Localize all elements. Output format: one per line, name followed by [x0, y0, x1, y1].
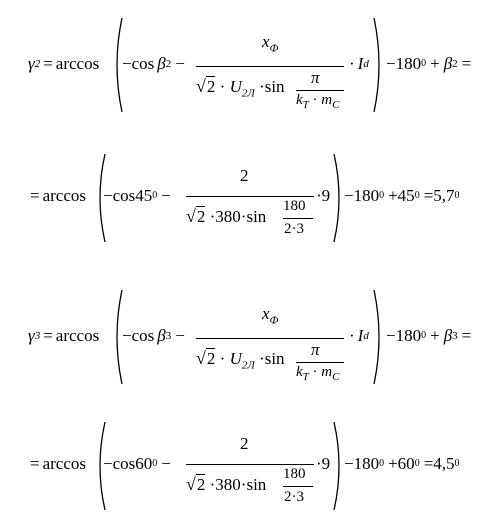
eq3-cos-term: −cos β 3 − — [122, 326, 185, 345]
eq2-num: 2 — [240, 166, 249, 185]
eq4-tail-180: −180 — [344, 454, 380, 473]
eq2-arccos: arccos — [42, 186, 87, 205]
eq4-dot9-val: ·9 — [316, 454, 331, 473]
eq3-arccos: arccos — [55, 326, 100, 345]
eq1-right-paren — [372, 16, 386, 114]
eq4-minus: − — [161, 454, 171, 473]
eq1-dot-I: · — [349, 54, 355, 73]
eq2-sqrt-icon: √ — [186, 206, 196, 226]
eq3-tail: −180 0 + β 3 = — [386, 326, 472, 345]
eq3-current: · I d — [349, 326, 369, 345]
eq4-arccos: arccos — [42, 454, 87, 473]
eq1-num-x: x — [262, 32, 270, 51]
eq1-kT: k — [296, 92, 303, 108]
eq2-inner-den — [284, 221, 304, 238]
eq2-tail: −180 0 +45 0 =5,7 0 — [344, 186, 460, 205]
eq4-equals: = — [30, 454, 40, 473]
eq1-U-sub: 2Л — [241, 87, 255, 100]
eq4-denominator — [186, 474, 266, 495]
equation-gamma2-numeric — [0, 142, 495, 252]
eq1-current: · I d — [349, 54, 369, 73]
eq3-dot-I: · — [349, 326, 355, 345]
eq2-minus: − — [161, 186, 171, 205]
eq1-I: I — [357, 54, 364, 73]
eq3-tail-eq: = — [461, 326, 472, 345]
eq4-inner-2x3: 2·3 — [284, 489, 304, 505]
eq1-tail-180: −180 — [386, 54, 422, 73]
equation-gamma3-numeric — [0, 410, 495, 520]
eq3-pi: π — [311, 340, 320, 359]
eq3-equals: = — [43, 326, 53, 345]
eq3-I: I — [357, 326, 364, 345]
eq3-plus: + — [430, 326, 440, 345]
eq1-plus: + — [430, 54, 440, 73]
eq1-U: U — [229, 77, 242, 96]
eq3-sin: ·sin — [259, 349, 285, 368]
eq2-inner-bar — [283, 218, 313, 219]
eq4-den-rest: ·380·sin — [209, 475, 267, 494]
eq3-sqrt2: 2 — [206, 349, 216, 368]
eq1-num-x-sub: Ф — [269, 42, 279, 55]
eq3-minus: − — [175, 326, 185, 345]
eq1-equals: = — [43, 54, 53, 73]
eq3-fraction-bar — [196, 338, 344, 339]
eq3-sqrt-icon: √ — [196, 348, 206, 368]
eq2-denominator — [186, 206, 266, 227]
eq2-result: =5,7 — [423, 186, 455, 205]
eq1-dot: · — [219, 77, 226, 96]
eq2-inner-180: 180 — [283, 198, 306, 214]
eq1-tail: −180 0 + β 2 = — [386, 54, 472, 73]
eq4-inner-den — [284, 489, 304, 506]
eq1-kT-sub: T — [302, 99, 309, 111]
eq2-equals: = — [30, 186, 40, 205]
eq1-mC: m — [321, 92, 333, 108]
eq1-gamma: γ — [28, 54, 35, 73]
eq1-cos-term: −cos β 2 − — [122, 54, 185, 73]
eq3-U: U — [229, 349, 242, 368]
equation-gamma3-symbolic — [0, 282, 495, 392]
eq2-inner-2x3: 2·3 — [284, 221, 304, 237]
eq3-U-sub: 2Л — [241, 359, 255, 372]
eq1-minus-cos: −cos — [122, 54, 155, 73]
eq1-arccos: arccos — [55, 54, 100, 73]
eq2-inner-num — [283, 198, 306, 215]
eq4-sqrt-icon: √ — [186, 474, 196, 494]
eq3-mC-sub: C — [332, 371, 340, 383]
eq4-lhs — [30, 454, 86, 474]
eq4-result: =4,5 — [423, 454, 455, 473]
eq4-minus-cos: −cos60 — [103, 454, 153, 473]
eq2-dot9 — [316, 186, 330, 206]
eq3-numerator — [262, 304, 279, 327]
eq3-inner-bar — [296, 362, 344, 363]
eq2-fraction-bar — [186, 196, 314, 197]
eq2-lhs — [30, 186, 86, 206]
eq1-fraction-bar — [196, 66, 344, 67]
eq4-inner-bar — [283, 486, 313, 487]
eq1-minus: − — [175, 54, 185, 73]
eq1-numerator — [262, 32, 279, 55]
eq3-right-paren — [372, 288, 386, 386]
eq3-gamma: γ — [28, 326, 35, 345]
eq4-inner-180: 180 — [283, 466, 306, 482]
eq3-inner-num — [311, 340, 320, 360]
eq1-inner-den: $k_T \cdot m_C$ — [296, 92, 340, 111]
eq1-sqrt2: 2 — [206, 77, 216, 96]
eq3-tail-beta: β — [443, 326, 453, 345]
eq3-kT: k — [296, 364, 303, 380]
eq4-inner-num — [283, 466, 306, 483]
eq1-tail-eq: = — [461, 54, 472, 73]
eq2-minus-cos: −cos45 — [103, 186, 153, 205]
eq1-pi: π — [311, 68, 320, 87]
eq1-inner-num — [311, 68, 320, 88]
eq3-lhs: γ 3 = arccos — [28, 326, 100, 345]
eq3-mC: m — [321, 364, 333, 380]
eq3-dot: · — [219, 349, 226, 368]
eq1-inner-bar — [296, 90, 344, 91]
eq1-tail-beta: β — [443, 54, 453, 73]
eq1-sin: ·sin — [259, 77, 285, 96]
eq4-dot9 — [316, 454, 330, 474]
eq4-tail: −180 0 +60 0 =4,5 0 — [344, 454, 460, 473]
eq2-cos-term: −cos45 0 − — [103, 186, 171, 205]
eq4-fraction-bar — [186, 464, 314, 465]
eq1-denominator — [196, 76, 285, 100]
eq3-denominator — [196, 348, 285, 372]
eq4-tail-plus: +60 — [388, 454, 415, 473]
eq4-num: 2 — [240, 434, 249, 453]
eq3-minus-cos: −cos — [122, 326, 155, 345]
eq2-den-rest: ·380·sin — [209, 207, 267, 226]
eq3-tail-180: −180 — [386, 326, 422, 345]
eq4-sqrt2: 2 — [196, 475, 206, 494]
equation-gamma2-symbolic — [0, 10, 495, 120]
eq3-kT-sub: T — [302, 371, 309, 383]
eq2-numerator — [240, 166, 249, 186]
eq1-sqrt-icon: √ — [196, 76, 206, 96]
eq4-cos-term: −cos60 0 − — [103, 454, 171, 473]
eq3-inner-den: $k_T \cdot m_C$ — [296, 364, 340, 383]
eq2-sqrt2: 2 — [196, 207, 206, 226]
eq2-dot9-val: ·9 — [316, 186, 331, 205]
eq1-lhs: γ 2 = arccos — [28, 54, 100, 73]
eq1-mC-sub: C — [332, 99, 340, 111]
eq3-num-x: x — [262, 304, 270, 323]
eq1-beta: β — [157, 54, 166, 73]
eq2-tail-180: −180 — [344, 186, 380, 205]
eq3-num-x-sub: Ф — [269, 314, 279, 327]
eq4-numerator — [240, 434, 249, 454]
eq3-beta: β — [157, 326, 166, 345]
eq2-tail-plus: +45 — [388, 186, 415, 205]
